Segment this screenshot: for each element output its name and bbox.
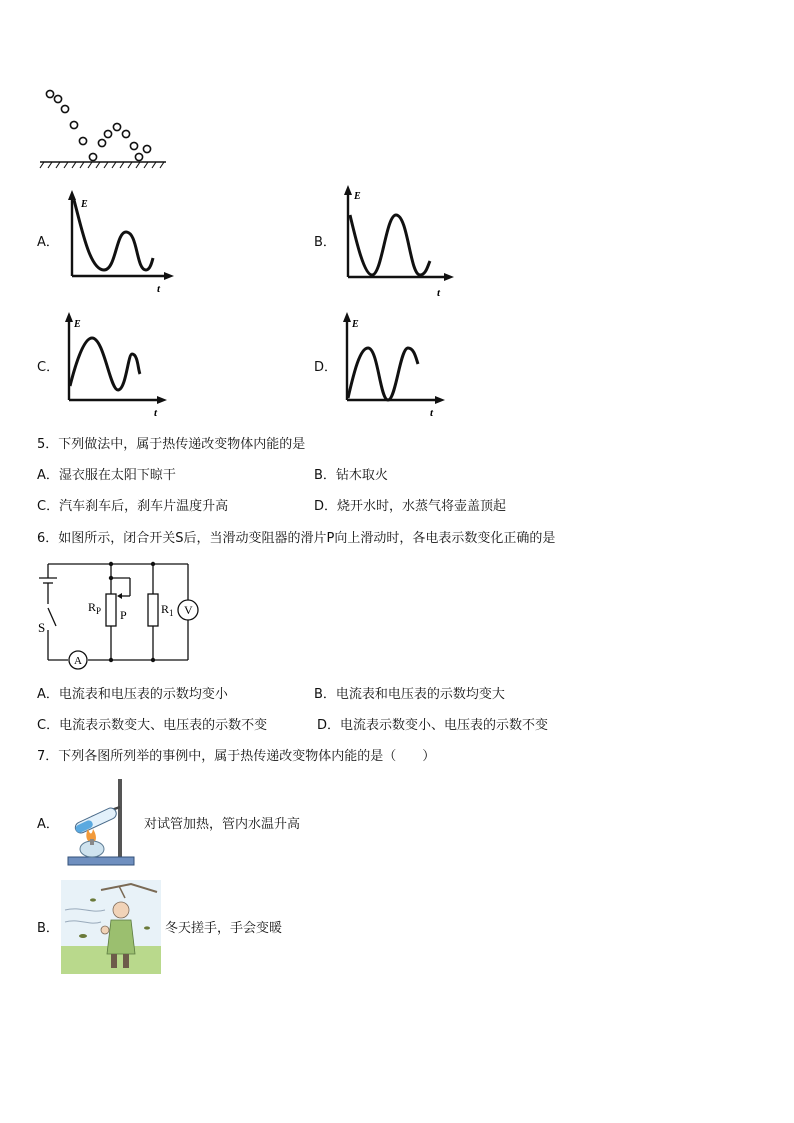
switch-label: S <box>38 620 46 635</box>
voltmeter-label: V <box>184 603 193 617</box>
graph-a-label: A． <box>37 235 59 250</box>
graph-c-x-axis-label: t <box>154 407 158 418</box>
graph-c-y-axis-label: E <box>74 319 81 330</box>
q5-question: 5．下列做法中，属于热传递改变物体内能的是 <box>37 437 306 452</box>
q7-option-a-label: A． <box>37 817 59 832</box>
graph-a-x-axis-label: t <box>157 283 161 295</box>
graph-b-y-axis-label: E <box>354 191 361 202</box>
rubbing-hands-illustration <box>61 880 161 974</box>
q5-option-a: A．湿衣服在太阳下晾干 <box>37 468 176 483</box>
resistor-label: $R_1$ <box>161 602 174 618</box>
graph-b <box>338 185 460 300</box>
q6-option-b: B．电流表和电压表的示数均变大 <box>314 687 505 702</box>
q6-option-d: D．电流表示数变小、电压表的示数不变 <box>317 718 549 733</box>
graph-c-label: C． <box>37 360 60 375</box>
graph-a-y-axis-label: E <box>81 199 88 210</box>
graph-d <box>338 312 450 420</box>
q7-question: 7．下列各图所列举的事例中，属于热传递改变物体内能的是（ ） <box>37 749 436 764</box>
graph-d-label: D． <box>314 360 338 375</box>
q5-option-d: D．烧开水时，水蒸气将壶盖顶起 <box>314 499 507 514</box>
test-tube-heating-illustration <box>62 775 142 870</box>
q7-option-a-text: 对试管加热，管内水温升高 <box>144 817 301 832</box>
graph-a <box>62 190 182 295</box>
graph-d-y-axis-label: E <box>352 319 359 330</box>
ammeter-label: A <box>74 655 82 667</box>
bouncing-ball-figure <box>36 85 171 170</box>
q6-option-c: C．电流表示数变大、电压表的示数不变 <box>37 718 268 733</box>
circuit-diagram <box>34 556 204 674</box>
rheostat-label: $R_P$ <box>88 600 102 616</box>
q6-option-a: A．电流表和电压表的示数均变小 <box>37 687 228 702</box>
q7-option-b-label: B． <box>37 921 59 936</box>
q5-option-c: C．汽车刹车后，刹车片温度升高 <box>37 499 229 514</box>
graph-d-x-axis-label: t <box>430 407 434 419</box>
graph-b-x-axis-label: t <box>437 287 441 299</box>
graph-b-label: B． <box>314 235 336 250</box>
graph-c <box>60 312 172 418</box>
slider-label: P <box>120 608 127 622</box>
q6-question: 6．如图所示，闭合开关S后，当滑动变阻器的滑片P向上滑动时，各电表示数变化正确的是 <box>37 531 556 546</box>
q7-option-b-text: 冬天搓手，手会变暖 <box>165 921 283 936</box>
q5-option-b: B．钻木取火 <box>314 468 388 483</box>
